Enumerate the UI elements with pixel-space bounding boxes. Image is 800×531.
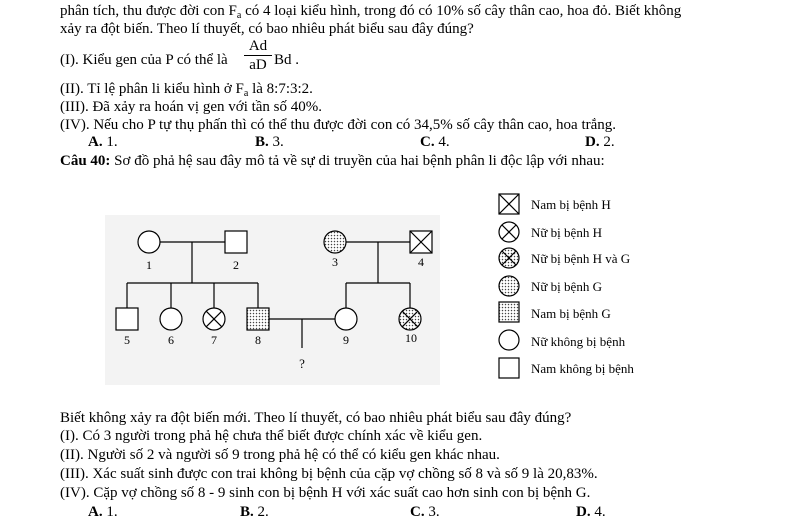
label-6: 6 [168,333,174,347]
legend-square-x-icon [499,194,519,214]
genotype-suffix: Bd . [274,52,300,68]
q40-heading: Câu 40: Sơ đồ phả hệ sau đây mô tả về sự di truyền của hai bệnh phân li độc lập với nhau: [60,153,605,169]
individual-9-female-unaffected [335,308,357,330]
legend-label-male-h: Nam bị bệnh H [531,197,611,212]
individual-3-female-disease-g [324,231,346,253]
q40-prompt: Biết không xảy ra đột biến mới. Theo lí thuyết, có bao nhiêu phát biểu sau đây đúng? [60,410,572,426]
legend-label-male-unaffected: Nam không bị bệnh [531,361,634,376]
individual-7-female-disease-h [203,308,225,330]
legend-label-male-g: Nam bị bệnh G [531,306,611,321]
q39-option-d[interactable]: D. 2. [585,134,615,150]
q40-statement-1: (I). Có 3 người trong phả hệ chưa thể biết được chính xác về kiểu gen. [60,428,483,444]
label-5: 5 [124,333,130,347]
individual-8-male-disease-g [247,308,269,330]
q39-line1: phân tích, thu được đời con $F_a$ có 4 loại kiểu hình, trong đó có 10% số cây thân cao, hoa đỏ. Biết không [60,3,682,21]
q40-statement-4: (IV). Cặp vợ chồng số 8 - 9 sinh con bị bệnh H với xác suất cao hơn sinh con bị bệnh G. [60,485,591,501]
label-7: 7 [211,333,217,347]
q39-statement-1: (I). Kiểu gen của P có thể là [60,52,228,68]
legend-circle-x-dotted-icon [499,248,519,268]
fraction-denominator: aD [249,57,267,73]
label-2: 2 [233,258,239,272]
q40-options [60,503,740,521]
label-9: 9 [343,333,349,347]
q39-line2: xảy ra đột biến. Theo lí thuyết, có bao nhiêu phát biểu sau đây đúng? [60,21,474,37]
q39-option-a[interactable]: A. 1. [88,134,118,150]
q40-option-c[interactable]: C. 3. [410,504,440,520]
legend-square-dotted-icon [499,302,519,322]
legend-label-female-h: Nữ bị bệnh H [531,225,602,240]
q40-option-b[interactable]: B. 2. [240,504,269,520]
fraction-numerator: Ad [248,38,268,54]
q40-statement-3: (III). Xác suất sinh được con trai không bị bệnh của cặp vợ chồng số 8 và số 9 là 20,83%. [60,466,598,482]
legend-label-female-g: Nữ bị bệnh G [531,279,602,294]
q40-option-a[interactable]: A. 1. [88,504,118,520]
label-8: 8 [255,333,261,347]
q39-option-c[interactable]: C. 4. [420,134,450,150]
legend-label-female-h-g: Nữ bị bệnh H và G [531,251,631,266]
q40-label: Câu 40: [60,153,111,169]
q39-statement-4: (IV). Nếu cho P tự thụ phấn thì có thể thu được đời con có 34,5% số cây thân cao, hoa trắng. [60,117,617,133]
q39-statement-3: (III). Đã xảy ra hoán vị gen với tần số 40%. [60,99,323,115]
q40-statement-2: (II). Người số 2 và người số 9 trong phả hệ có thể có kiểu gen khác nhau. [60,447,500,463]
q40-option-d[interactable]: D. 4. [576,504,606,520]
legend-circle-dotted-icon [499,276,519,296]
legend-circle-x-icon [499,222,519,242]
label-4: 4 [418,255,424,269]
individual-5-male-unaffected [116,308,138,330]
legend-circle-empty-icon [499,330,519,350]
individual-10-female-disease-h-and-g [399,308,421,330]
label-1: 1 [146,258,152,272]
q39-statement-2: (II). Tỉ lệ phân li kiểu hình ở $F_a$ là 8:7:3:2. [60,81,313,99]
legend-square-empty-icon [499,358,519,378]
individual-6-female-unaffected [160,308,182,330]
label-3: 3 [332,255,338,269]
label-10: 10 [405,331,417,345]
individual-1-female-unaffected [138,231,160,253]
label-unknown-child: ? [299,356,305,371]
individual-4-male-disease-h [410,231,432,253]
q39-option-b[interactable]: B. 3. [255,134,284,150]
legend-label-female-unaffected: Nữ không bị bệnh [531,334,626,349]
individual-2-male-unaffected [225,231,247,253]
